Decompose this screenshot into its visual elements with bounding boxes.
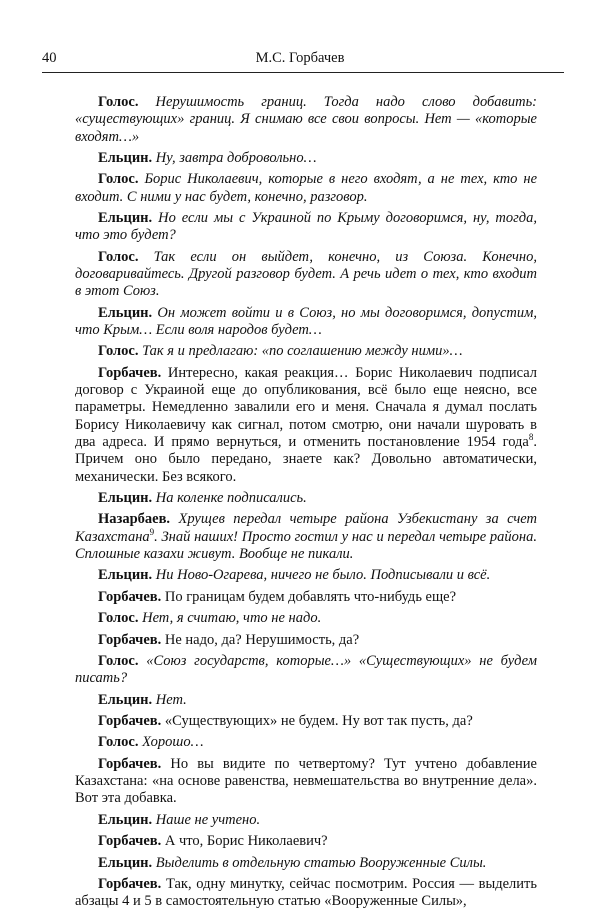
speaker-name: Голос. [98,734,139,751]
speaker-name: Голос. [98,171,139,188]
speech-text: Но если мы с Украиной по Крыму договоримся, ну, тогда, что это будет? [75,210,538,244]
dialogue-paragraph [75,734,537,751]
footnote-marker: 9 [149,526,155,537]
page-number: 40 [42,50,57,66]
speaker-name: Ельцин. [98,489,153,506]
speaker-name: Ельцин. [98,567,153,584]
running-title: М.С. Горбачев [255,50,345,66]
speech-text: Наше не учтено. [155,811,261,828]
speech-text: Выделить в отдельную статью Вооруженные Силы. [155,854,487,871]
dialogue-paragraph [75,365,537,486]
dialogue-paragraph [75,305,537,340]
speaker-name: Горбачев. [98,631,162,648]
speaker-name: Ельцин. [98,854,153,871]
dialogue-paragraph [75,833,537,850]
speech-text: Интересно, какая реакция… Борис Николаевич подписал договор с Украиной еще до опубликования, всё было еще неясно, все параметры. Немедленно завалили его и меня. Сначала я думал послать Борису Николаевичу как сигнал, потом смотрю, они начали шуровать в два адреса. И прямо вернуться, и отменить постановление 1954 года [75,364,538,450]
dialogue-paragraph [75,511,537,563]
speech-text-continued: . Причем оно было передано, знаете как? Довольно автоматически, механически. Без всякого. [75,434,537,485]
footnote-marker: 8 [528,432,534,443]
speaker-name: Горбачев. [98,833,162,850]
speech-text: Так если он выйдет, конечно, из Союза. Конечно, договаривайтесь. Другой разговор будет. А речь идет о тех, кто входит в этот Союз. [75,248,538,300]
speaker-name: Горбачев. [98,875,162,892]
speaker-name: Голос. [98,94,139,110]
speaker-name: Голос. [98,610,139,627]
speech-text: Нерушимость границ. Тогда надо слово добавить: «существующих» границ. Я снимаю все свои вопросы. Нет — «которые входят…» [75,94,537,145]
transcript-body [75,94,537,911]
page-header [0,0,600,76]
speech-text: Нет. [155,691,187,708]
dialogue-paragraph [75,653,537,688]
speech-text: Так, одну минутку, сейчас посмотрим. Россия — выделить абзацы 4 и 5 в самостоятельную статью «Вооруженные Силы», [75,875,538,910]
speech-text: По границам будем добавлять что-нибудь еще? [164,588,457,605]
speech-text: Борис Николаевич, которые в него входят, а не тех, кто не входит. С ними у нас будет, конечно, разговор. [75,171,538,205]
speech-text: «Союз государств, которые…» «Существующих» не будем писать? [75,652,538,687]
speech-text: На коленке подписались. [155,489,307,506]
speech-text: «Существующих» не будем. Ну вот так пусть, да? [164,713,473,729]
speech-text: Он может войти и в Союз, но мы договоримся, допустим, что Крым… Если воля народов будет… [75,304,537,339]
dialogue-paragraph [75,171,537,206]
speaker-name: Ельцин. [98,691,153,708]
speaker-name: Горбачев. [98,588,162,605]
dialogue-paragraph [75,756,537,808]
speech-text: Но вы видите по четвертому? Тут учтено добавление Казахстана: «на основе равенства, невмешательства во внутренние дела». Вот эта добавка. [75,755,537,807]
speech-text-continued: . Знай наших! Просто гостил у нас и передал четыре района. Сплошные казахи живут. Вообще не пикали. [75,528,537,562]
dialogue-paragraph [75,249,537,301]
speech-text: Нет, я считаю, что не надо. [142,610,322,627]
dialogue-paragraph [75,610,537,627]
speech-text: Хорошо… [142,734,204,751]
speech-text: Не надо, да? Нерушимость, да? [164,631,360,648]
dialogue-paragraph [75,343,537,360]
dialogue-paragraph [75,589,537,606]
speaker-name: Голос. [98,343,139,360]
header-rule [42,72,564,73]
speech-text: Ну, завтра добровольно… [155,149,317,166]
dialogue-paragraph [75,876,537,911]
dialogue-paragraph [75,632,537,649]
speaker-name: Горбачев. [98,364,162,381]
speaker-name: Ельцин. [98,811,153,828]
speaker-name: Голос. [98,248,139,265]
speaker-name: Ельцин. [98,304,153,321]
dialogue-paragraph [75,812,537,829]
speaker-name: Назарбаев. [98,511,171,528]
dialogue-paragraph [75,490,537,507]
dialogue-paragraph [75,855,537,872]
speaker-name: Горбачев. [98,713,162,729]
dialogue-paragraph [75,210,537,245]
dialogue-paragraph [75,692,537,709]
dialogue-paragraph [75,567,537,584]
speech-text: А что, Борис Николаевич? [164,833,328,850]
speaker-name: Ельцин. [98,210,153,227]
speaker-name: Голос. [98,652,139,669]
speaker-name: Горбачев. [98,755,162,772]
dialogue-paragraph [75,150,537,167]
speaker-name: Ельцин. [98,149,153,166]
dialogue-paragraph [75,713,537,730]
speech-text: Так я и предлагаю: «по соглашению между ними»… [142,343,463,360]
dialogue-paragraph [75,94,537,146]
speech-text: Хрущев передал четыре района Узбекистану за счет Казахстана [75,511,537,545]
speech-text: Ни Ново-Огарева, ничего не было. Подписывали и всё. [155,567,491,584]
